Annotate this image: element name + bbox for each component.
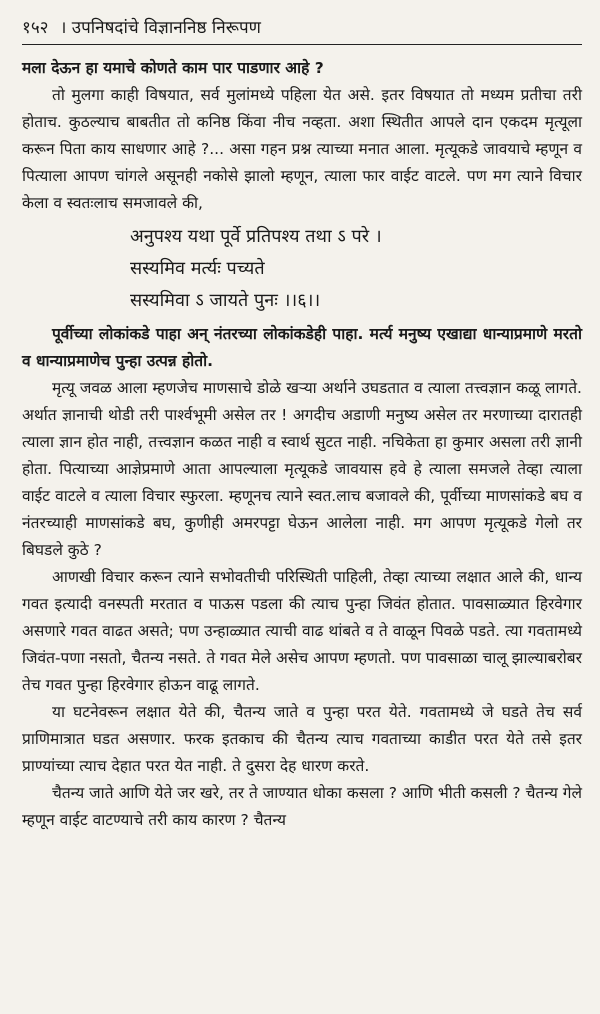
verse-line-2: सस्यमिव मर्त्यः पच्यते xyxy=(130,258,265,279)
sanskrit-verse xyxy=(130,221,582,317)
verse-line-3: सस्यमिवा ऽ जायते पुनः ।।६।। xyxy=(130,290,321,311)
question-line: मला देऊन हा यमाचे कोणते काम पार पाडणार आहे ? xyxy=(22,59,324,77)
book-title: उपनिषदांचे विज्ञाननिष्ठ निरूपण xyxy=(71,18,261,38)
paragraph-2: मृत्यू जवळ आला म्हणजेच माणसाचे डोळे खऱ्या अर्थाने उघडतात व त्याला तत्त्वज्ञान कळू लागते. अर्थात ज्ञानाची थोडी तरी पार्श्वभूमी असेल तर ! अगदीच अडाणी मनुष्य असेल तर मरणाच्या दारातही त्याला ज्ञान होत नाही, तत्त्वज्ञान कळत नाही व स्वार्थ सुटत नाही. नचिकेता हा कुमार असला तरी ज्ञानी होता. पित्याच्या आज्ञेप्रमाणे आता आपल्याला मृत्यूकडे जावयास हवे हे त्याला समजले तेव्हा त्याला वाईट वाटले व त्याला विचार स्फुरला. म्हणूनच त्याने स्वत.लाच बजावले की, पूर्वीच्या माणसांकडे बघ व नंतरच्याही माणसांकडे बघ, कुणीही अमरपट्टा घेऊन आलेला नाही. मग आपण मृत्यूकडे गेलो तर बिघडले कुठे ? xyxy=(22,379,582,559)
paragraph-5: चैतन्य जाते आणि येते जर खरे, तर ते जाण्यात धोका कसला ? आणि भीती कसली ? चैतन्य गेले म्हणून वाईट वाटण्याचे तरी काय कारण ? चैतन्य xyxy=(22,784,582,829)
page-number: १५२ xyxy=(22,18,49,38)
paragraph-1: तो मुलगा काही विषयात, सर्व मुलांमध्ये पहिला येत असे. इतर विषयात तो मध्यम प्रतीचा तरी होताच. कुठल्याच बाबतीत तो कनिष्ठ किंवा नीच नव्हता. अशा स्थितीत आपले दान एकदम मृत्यूला करून पिता काय साधणार आहे ?... असा गहन प्रश्न त्याच्या मनात आला. मृत्यूकडे जावयाचे म्हणून व पित्याला आपण चांगले असूनही नकोसे झालो म्हणून, त्याला फार वाईट वाटले. पण मग त्याने विचार केला व स्वतःलाच समजावले की, xyxy=(22,86,582,212)
verse-line-1: अनुपश्य यथा पूर्वे प्रतिपश्य तथा ऽ परे । xyxy=(130,226,382,247)
paragraph-3: आणखी विचार करून त्याने सभोवतीची परिस्थिती पाहिली, तेव्हा त्याच्या लक्षात आले की, धान्य गवत इत्यादी वनस्पती मरतात व पाऊस पडला की त्याच पुन्हा जिवंत होतात. पावसाळ्यात हिरवेगार असणारे गवत वाढत असते; पण उन्हाळ्यात त्याची वाढ थांबते व ते वाळून पिवळे पडते. त्या गवतामध्ये जिवंत-पणा नसतो, चैतन्य नसते. ते गवत मेले असेच आपण म्हणतो. पण पावसाळा चालू झाल्याबरोबर तेच गवत पुन्हा हिरवेगार होऊन वाढू लागते. xyxy=(22,568,582,694)
header-separator: । xyxy=(59,18,67,38)
paragraph-4: या घटनेवरून लक्षात येते की, चैतन्य जाते व पुन्हा परत येते. गवतामध्ये जे घडते तेच सर्व प्राणिमात्रात घडत असणार. फरक इतकाच की चैतन्य त्याच गवताच्या काडीत परत येते तसे इतर प्राण्यांच्या त्याच देहात परत येत नाही. ते दुसरा देह धारण करते. xyxy=(22,703,582,775)
verse-translation: पूर्वीच्या लोकांकडे पाहा अन् नंतरच्या लोकांकडेही पाहा. मर्त्य मनुष्य एखाद्या धान्याप्रमाणे मरतो व धान्याप्रमाणेच पुन्हा उत्पन्न होतो. xyxy=(22,325,582,370)
running-header xyxy=(22,16,582,45)
